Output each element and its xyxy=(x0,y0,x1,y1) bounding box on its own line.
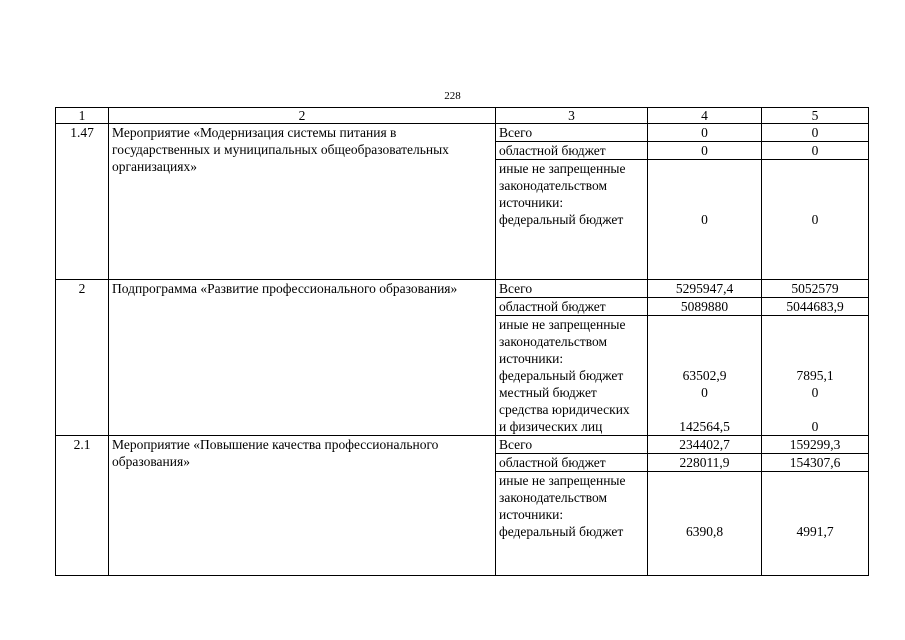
table-row xyxy=(56,280,869,298)
header-col-1: 1 xyxy=(56,108,109,124)
source-regional-label: областной бюджет xyxy=(496,298,648,316)
source-total-label: Всего xyxy=(496,124,648,142)
source-regional-label: областной бюджет xyxy=(496,454,648,472)
regional-col5: 0 xyxy=(762,142,869,160)
header-col-2: 2 xyxy=(109,108,496,124)
regional-col4: 228011,9 xyxy=(648,454,762,472)
total-col5: 159299,3 xyxy=(762,436,869,454)
total-col4: 5295947,4 xyxy=(648,280,762,298)
regional-col4: 5089880 xyxy=(648,298,762,316)
header-col-3: 3 xyxy=(496,108,648,124)
source-other-label: иные не запрещенные законодательством источники: федеральный бюджет местный бюджет средства юридических и физических лиц xyxy=(496,316,648,436)
regional-col4: 0 xyxy=(648,142,762,160)
regional-col5: 154307,6 xyxy=(762,454,869,472)
total-col4: 234402,7 xyxy=(648,436,762,454)
row-number: 1.47 xyxy=(56,124,109,280)
source-total-label: Всего xyxy=(496,280,648,298)
row-title: Мероприятие «Повышение качества профессионального образования» xyxy=(109,436,496,576)
total-col4: 0 xyxy=(648,124,762,142)
source-other-label: иные не запрещенные законодательством источники: федеральный бюджет xyxy=(496,160,648,280)
other-col4: 0 xyxy=(648,160,762,280)
header-row xyxy=(56,108,869,124)
other-col4: 63502,9 0 142564,5 xyxy=(648,316,762,436)
other-col4: 6390,8 xyxy=(648,472,762,576)
row-title: Мероприятие «Модернизация системы питания в государственных и муниципальных общеобразовательных организациях» xyxy=(109,124,496,280)
other-col5: 0 xyxy=(762,160,869,280)
row-title: Подпрограмма «Развитие профессионального образования» xyxy=(109,280,496,436)
source-total-label: Всего xyxy=(496,436,648,454)
total-col5: 5052579 xyxy=(762,280,869,298)
budget-table xyxy=(55,107,869,576)
row-number: 2.1 xyxy=(56,436,109,576)
table-row xyxy=(56,124,869,142)
source-regional-label: областной бюджет xyxy=(496,142,648,160)
total-col5: 0 xyxy=(762,124,869,142)
regional-col5: 5044683,9 xyxy=(762,298,869,316)
header-col-4: 4 xyxy=(648,108,762,124)
source-other-label: иные не запрещенные законодательством источники: федеральный бюджет xyxy=(496,472,648,576)
page-number: 228 xyxy=(444,90,461,102)
other-col5: 7895,1 0 0 xyxy=(762,316,869,436)
row-number: 2 xyxy=(56,280,109,436)
table-row xyxy=(56,436,869,454)
header-col-5: 5 xyxy=(762,108,869,124)
other-col5: 4991,7 xyxy=(762,472,869,576)
